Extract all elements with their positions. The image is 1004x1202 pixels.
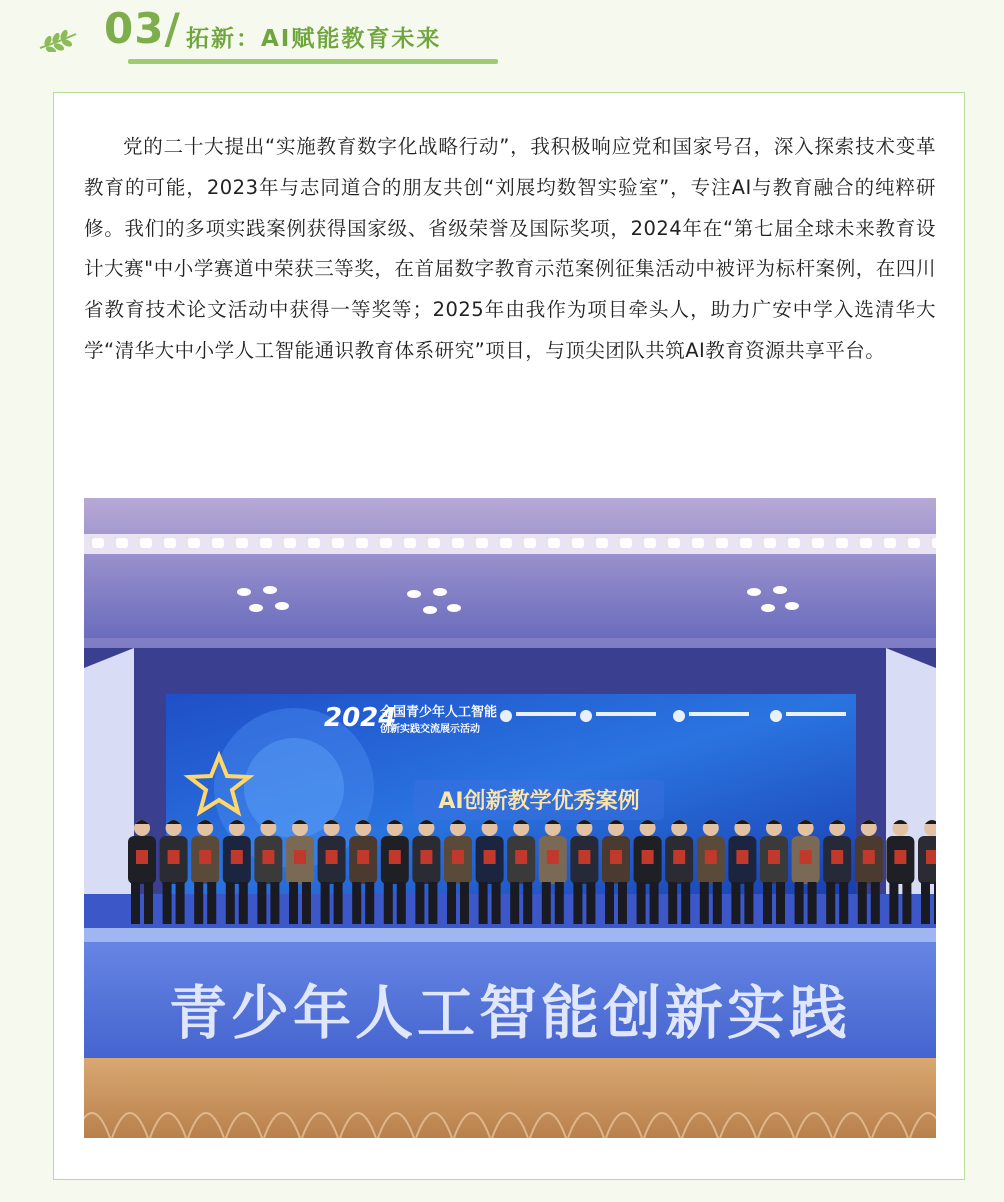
spot-light [785, 602, 799, 610]
ceiling-light [380, 538, 392, 548]
ceiling-light [812, 538, 824, 548]
ceiling-light [284, 538, 296, 548]
ceiling-light [620, 538, 632, 548]
ceiling-light [452, 538, 464, 548]
ceiling-light [356, 538, 368, 548]
section-title: 拓新：AI赋能教育未来 [186, 26, 442, 52]
article-paragraph: 党的二十大提出“实施教育数字化战略行动”，我积极响应党和国家号召，深入探索技术变革教育的可能，2023年与志同道合的朋友共创“刘展均数智实验室”，专注AI与教育融合的纯粹研修。我们的多项实践案例获得国家级、省级荣誉及国际奖项，2024年在“第七届全球未来教育设计大赛"中小学赛道中荣获三等奖，在首届数字教育示范案例征集活动中被评为标杆案例，在四川省教育技术论文活动中获得一等奖等；2025年由我作为项目牵头人，助力广安中学入选清华大学“清华大中小学人工智能通识教育体系研究”项目，与顶尖团队共筑AI教育资源共享平台。 [84, 135, 936, 362]
ceiling-light [860, 538, 872, 548]
spot-light [773, 586, 787, 594]
ceiling-light [764, 538, 776, 548]
section-slash: / [164, 4, 181, 53]
spot-light [447, 604, 461, 612]
ceiling-light [908, 538, 920, 548]
ceiling-light [116, 538, 128, 548]
spot-light [761, 604, 775, 612]
spot-light [249, 604, 263, 612]
ceiling-light [212, 538, 224, 548]
spot-light [263, 586, 277, 594]
ceiling-light [692, 538, 704, 548]
spot-light [433, 588, 447, 596]
screen-title-2: 创新实践交流展示活动 [380, 724, 480, 735]
section-number: 03/ [104, 4, 181, 53]
content-card [53, 92, 965, 1180]
ceiling-light [524, 538, 536, 548]
ceiling-light [164, 538, 176, 548]
ceiling-light [596, 538, 608, 548]
leaf-sprig-icon [38, 28, 78, 52]
ceiling-light [668, 538, 680, 548]
screen-title-1: 全国青少年人工智能 [380, 705, 498, 720]
screen-year: 2024 [324, 703, 397, 733]
ceiling-light [884, 538, 896, 548]
title-underline [128, 59, 498, 64]
ceiling-light [644, 538, 656, 548]
ceiling-light [716, 538, 728, 548]
ceiling-light [836, 538, 848, 548]
ceiling-light [428, 538, 440, 548]
ceiling-light [308, 538, 320, 548]
ceiling-light [236, 538, 248, 548]
spot-light [747, 588, 761, 596]
ceiling-light [476, 538, 488, 548]
ceiling-light [92, 538, 104, 548]
stage-front-text: 青少年人工智能创新实践 [168, 979, 852, 1047]
ceiling-light [548, 538, 560, 548]
ceiling-light [932, 538, 936, 548]
screen-banner: AI创新教学优秀案例 [438, 789, 640, 814]
ceiling-light [404, 538, 416, 548]
spot-light [423, 606, 437, 614]
ceiling-light [188, 538, 200, 548]
ceiling-light [788, 538, 800, 548]
ceiling-light [332, 538, 344, 548]
ceiling-light [140, 538, 152, 548]
ceiling-light [740, 538, 752, 548]
section-header [0, 0, 1004, 70]
ceiling-light [260, 538, 272, 548]
spot-light [275, 602, 289, 610]
ceiling-light [500, 538, 512, 548]
spot-light [407, 590, 421, 598]
award-ceremony-photo [84, 498, 936, 1138]
ceiling-light [572, 538, 584, 548]
spot-light [237, 588, 251, 596]
